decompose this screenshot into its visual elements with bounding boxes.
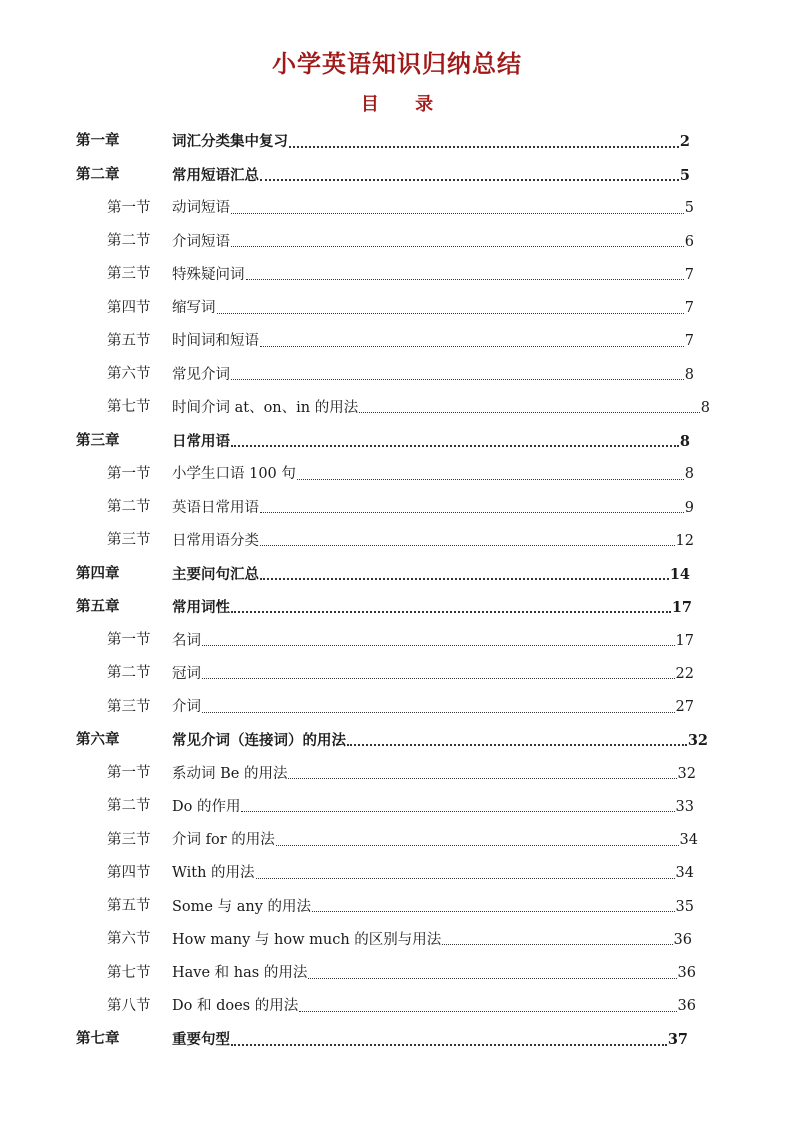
toc-number: 第三节 (107, 698, 151, 715)
dot-leader (442, 930, 672, 946)
toc-chapter[interactable] (0, 125, 794, 158)
dot-leader (288, 764, 676, 780)
toc-page-number: 22 (675, 665, 694, 682)
toc-entry (172, 533, 694, 549)
dot-leader (299, 996, 676, 1012)
toc-chapter[interactable] (0, 724, 794, 757)
toc-section[interactable] (0, 657, 794, 690)
toc-entry (172, 865, 694, 881)
toc-page-number: 2 (679, 133, 690, 151)
toc-label: 常用词性 (172, 598, 230, 616)
toc-section[interactable] (0, 358, 794, 391)
toc-chapter[interactable] (0, 424, 794, 457)
dot-leader (276, 830, 679, 846)
dot-leader (231, 232, 684, 248)
toc-entry (172, 300, 694, 316)
dot-leader (289, 131, 679, 148)
toc-section[interactable] (0, 491, 794, 524)
toc-number: 第四节 (107, 299, 151, 316)
toc-label: 日常用语分类 (172, 532, 259, 549)
toc-number: 第五节 (107, 898, 151, 915)
toc-entry (172, 998, 696, 1014)
toc-number: 第五节 (107, 332, 151, 349)
dot-leader (260, 498, 684, 514)
toc-section[interactable] (0, 624, 794, 657)
toc-entry (172, 932, 692, 948)
toc-entry (172, 267, 694, 283)
dot-leader (231, 365, 684, 381)
toc-section[interactable] (0, 923, 794, 956)
toc-entry (172, 167, 690, 184)
toc-number: 第二节 (107, 233, 151, 250)
toc-page-number: 7 (684, 300, 694, 317)
toc-entry (172, 699, 694, 715)
toc-entry (172, 965, 696, 981)
toc-page-number: 36 (677, 965, 696, 982)
toc-page-number: 8 (684, 366, 694, 383)
toc-page-number: 5 (684, 200, 694, 217)
toc-page-number: 7 (684, 333, 694, 350)
toc-entry (172, 899, 694, 915)
toc-number: 第一章 (76, 132, 120, 150)
toc-page-number: 7 (684, 266, 694, 283)
toc-section[interactable] (0, 890, 794, 923)
toc-label: With 的用法 (172, 865, 255, 882)
toc-number: 第三节 (107, 266, 151, 283)
toc-number: 第三章 (76, 431, 120, 449)
toc-number: 第二节 (107, 798, 151, 815)
toc-chapter[interactable] (0, 1023, 794, 1056)
toc-page-number: 8 (679, 432, 690, 450)
toc-entry (172, 732, 708, 749)
toc-label: 动词短语 (172, 200, 230, 217)
toc-entry (172, 133, 690, 150)
toc-entry (172, 633, 694, 649)
dot-leader (359, 398, 700, 414)
toc-number: 第三节 (107, 532, 151, 549)
toc-entry (172, 500, 694, 516)
toc-section[interactable] (0, 192, 794, 225)
toc-page-number: 5 (679, 166, 690, 184)
dot-leader (297, 464, 684, 480)
toc-chapter[interactable] (0, 158, 794, 191)
dot-leader (312, 897, 675, 913)
toc-section[interactable] (0, 258, 794, 291)
dot-leader (256, 863, 675, 879)
toc-label: 特殊疑问词 (172, 266, 245, 283)
toc-number: 第一节 (107, 765, 151, 782)
toc-page-number: 33 (675, 798, 694, 815)
toc-page-number: 12 (675, 532, 694, 549)
toc-number: 第八节 (107, 997, 151, 1014)
toc-page-number: 32 (677, 765, 696, 782)
toc-section[interactable] (0, 291, 794, 324)
toc-page-number: 34 (675, 865, 694, 882)
toc-section[interactable] (0, 790, 794, 823)
toc-entry (172, 466, 694, 482)
toc-label: 主要问句汇总 (172, 565, 259, 583)
toc-section[interactable] (0, 225, 794, 258)
toc-entry (172, 234, 694, 250)
toc-label: Do 和 does 的用法 (172, 998, 299, 1015)
dot-leader (260, 331, 684, 347)
toc-entry (172, 200, 694, 216)
toc-entry (172, 1031, 688, 1048)
toc-number: 第五章 (76, 597, 120, 615)
toc-label: 词汇分类集中复习 (172, 133, 288, 151)
toc-label: 缩写词 (172, 300, 216, 317)
toc-number: 第三节 (107, 831, 151, 848)
dot-leader (231, 597, 671, 614)
toc-number: 第一节 (107, 465, 151, 482)
toc-page-number: 14 (669, 565, 690, 583)
toc-section[interactable] (0, 956, 794, 989)
dot-leader (241, 797, 674, 813)
toc-label: 时间介词 at、on、in 的用法 (172, 399, 359, 416)
toc-page-number: 17 (671, 598, 692, 616)
dot-leader (260, 531, 675, 547)
toc-page-number: 27 (675, 699, 694, 716)
toc-label: 英语日常用语 (172, 499, 259, 516)
toc-page-number: 17 (675, 632, 694, 649)
toc-section[interactable] (0, 823, 794, 856)
toc-page-number: 37 (667, 1031, 688, 1049)
toc-number: 第六节 (107, 931, 151, 948)
toc-label: 介词 for 的用法 (172, 832, 275, 849)
toc-number: 第四节 (107, 864, 151, 881)
dot-leader (231, 431, 679, 448)
toc-label: 常用短语汇总 (172, 166, 259, 184)
toc-entry (172, 799, 694, 815)
toc-label: 日常用语 (172, 432, 230, 450)
toc-entry (172, 433, 690, 450)
toc-label: Have 和 has 的用法 (172, 965, 308, 982)
toc-label: 时间词和短语 (172, 333, 259, 350)
toc-number: 第七节 (107, 964, 151, 981)
dot-leader (231, 1029, 667, 1046)
dot-leader (217, 298, 684, 314)
dot-leader (202, 664, 675, 680)
toc-label: How many 与 how much 的区别与用法 (172, 931, 442, 948)
toc-section[interactable] (0, 458, 794, 491)
toc-section[interactable] (0, 857, 794, 890)
toc-label: 介词短语 (172, 233, 230, 250)
toc-entry (172, 566, 690, 583)
toc-number: 第二章 (76, 165, 120, 183)
toc-page-number: 32 (687, 731, 708, 749)
toc-entry (172, 333, 694, 349)
toc-entry (172, 766, 696, 782)
toc-section[interactable] (0, 325, 794, 358)
toc-number: 第六章 (76, 730, 120, 748)
dot-leader (202, 631, 675, 647)
toc-section[interactable] (0, 524, 794, 557)
toc-number: 第二节 (107, 665, 151, 682)
toc-label: Do 的作用 (172, 798, 241, 815)
toc-section[interactable] (0, 690, 794, 723)
table-of-contents (0, 125, 794, 1056)
toc-section[interactable] (0, 757, 794, 790)
toc-page-number: 6 (684, 233, 694, 250)
dot-leader (246, 265, 684, 281)
toc-label: 常见介词 (172, 366, 230, 383)
toc-page-number: 34 (679, 832, 698, 849)
toc-entry (172, 367, 694, 383)
toc-number: 第一节 (107, 632, 151, 649)
toc-label: 介词 (172, 699, 201, 716)
toc-number: 第六节 (107, 366, 151, 383)
toc-label: Some 与 any 的用法 (172, 898, 311, 915)
dot-leader (260, 564, 669, 581)
toc-label: 系动词 Be 的用法 (172, 765, 288, 782)
toc-section[interactable] (0, 391, 794, 424)
toc-heading: 目 录 (360, 94, 434, 115)
toc-entry (172, 400, 710, 416)
toc-entry (172, 832, 698, 848)
toc-page-number: 8 (684, 466, 694, 483)
toc-number: 第七章 (76, 1030, 120, 1048)
toc-label: 重要句型 (172, 1031, 230, 1049)
document-title: 小学英语知识归纳总结 (272, 50, 522, 78)
toc-number: 第一节 (107, 199, 151, 216)
dot-leader (202, 697, 675, 713)
toc-number: 第二节 (107, 499, 151, 516)
dot-leader (260, 165, 679, 182)
toc-chapter[interactable] (0, 591, 794, 624)
toc-label: 小学生口语 100 句 (172, 466, 296, 483)
toc-page-number: 8 (700, 399, 710, 416)
toc-page-number: 36 (673, 931, 692, 948)
toc-page-number: 36 (677, 998, 696, 1015)
dot-leader (231, 198, 684, 214)
toc-entry (172, 666, 694, 682)
toc-number: 第七节 (107, 399, 151, 416)
toc-page-number: 35 (675, 898, 694, 915)
dot-leader (347, 730, 687, 747)
toc-section[interactable] (0, 990, 794, 1023)
toc-label: 常见介词（连接词）的用法 (172, 731, 346, 749)
toc-chapter[interactable] (0, 557, 794, 590)
dot-leader (308, 963, 676, 979)
toc-page-number: 9 (684, 499, 694, 516)
toc-entry (172, 599, 692, 616)
toc-label: 冠词 (172, 665, 201, 682)
toc-number: 第四章 (76, 564, 120, 582)
toc-label: 名词 (172, 632, 201, 649)
